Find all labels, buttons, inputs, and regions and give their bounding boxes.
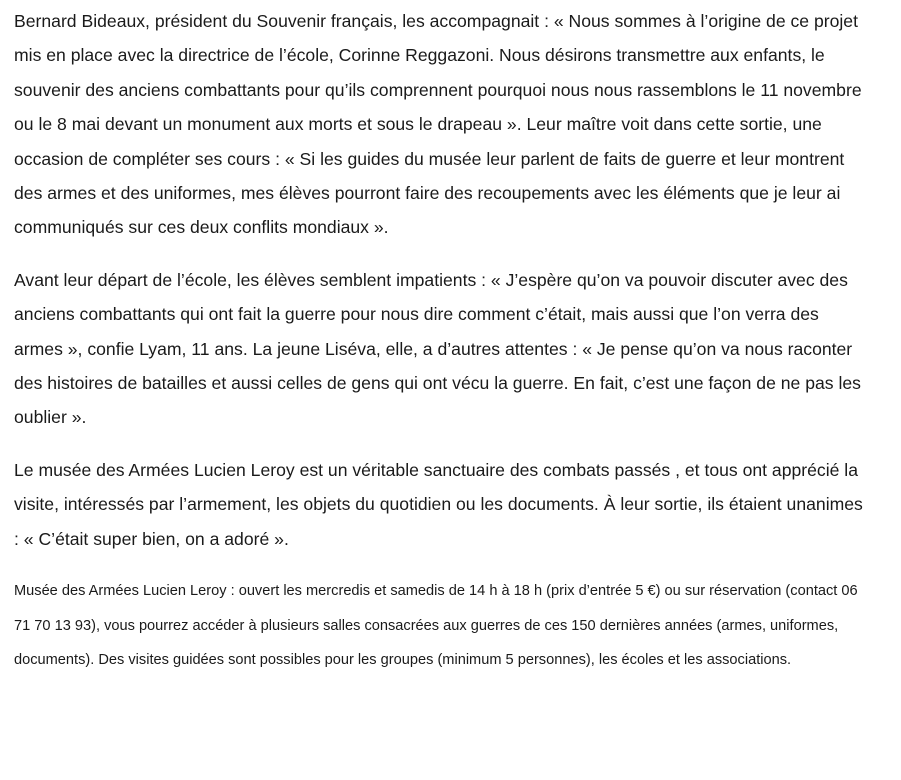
paragraph-museum-visit: Le musée des Armées Lucien Leroy est un véritable sanctuaire des combats passés , et tous ont apprécié la visite, intéressés par l’armement, les objets du quotidien ou les documents. À leur sortie, ils étaient unanimes : « C’était super bien, on a adoré ». — [14, 459, 863, 549]
paragraph-president-quote: Bernard Bideaux, président du Souvenir français, les accompagnait : « Nous sommes à l’origine de ce projet mis en place avec la directrice de l’école, Corinne Reggazoni. Nous désirons transmettre aux enfants, le souvenir des anciens combattants pour qu’ils comprennent pourquoi nous nous rassemblons le 11 novembre ou le 8 mai devant un monument aux morts et sous le drapeau ». Leur maître voit dans cette sortie, une occasion de compléter ses cours : « Si les guides du musée leur parlent de faits de guerre et leur montrent des armes et des uniformes, mes élèves pourront faire des recoupements avec les éléments que je leur ai communiqués sur ces deux conflits mondiaux ». — [14, 11, 862, 238]
museum-info-note: Musée des Armées Lucien Leroy : ouvert les mercredis et samedis de 14 h à 18 h (prix d’entrée 5 €) ou sur réservation (contact 06 71 70 13 93), vous pourrez accéder à plusieurs salles consacrées aux guerres de ces 150 dernières années (armes, uniformes, documents). Des visites guidées sont possibles pour les groupes (minimum 5 personnes), les écoles et les associations. — [14, 583, 858, 669]
paragraph-pupils-expectations: Avant leur départ de l’école, les élèves semblent impatients : « J’espère qu’on va pouvoir discuter avec des anciens combattants qui ont fait la guerre pour nous dire comment c’était, mais aussi que l’on verra des armes », confie Lyam, 11 ans. La jeune Liséva, elle, a d’autres attentes : « Je pense qu’on va nous raconter des histoires de batailles et aussi celles de gens qui ont vécu la guerre. En fait, c’est une façon de ne pas les oublier ». — [14, 269, 861, 428]
article-body — [14, 4, 864, 678]
